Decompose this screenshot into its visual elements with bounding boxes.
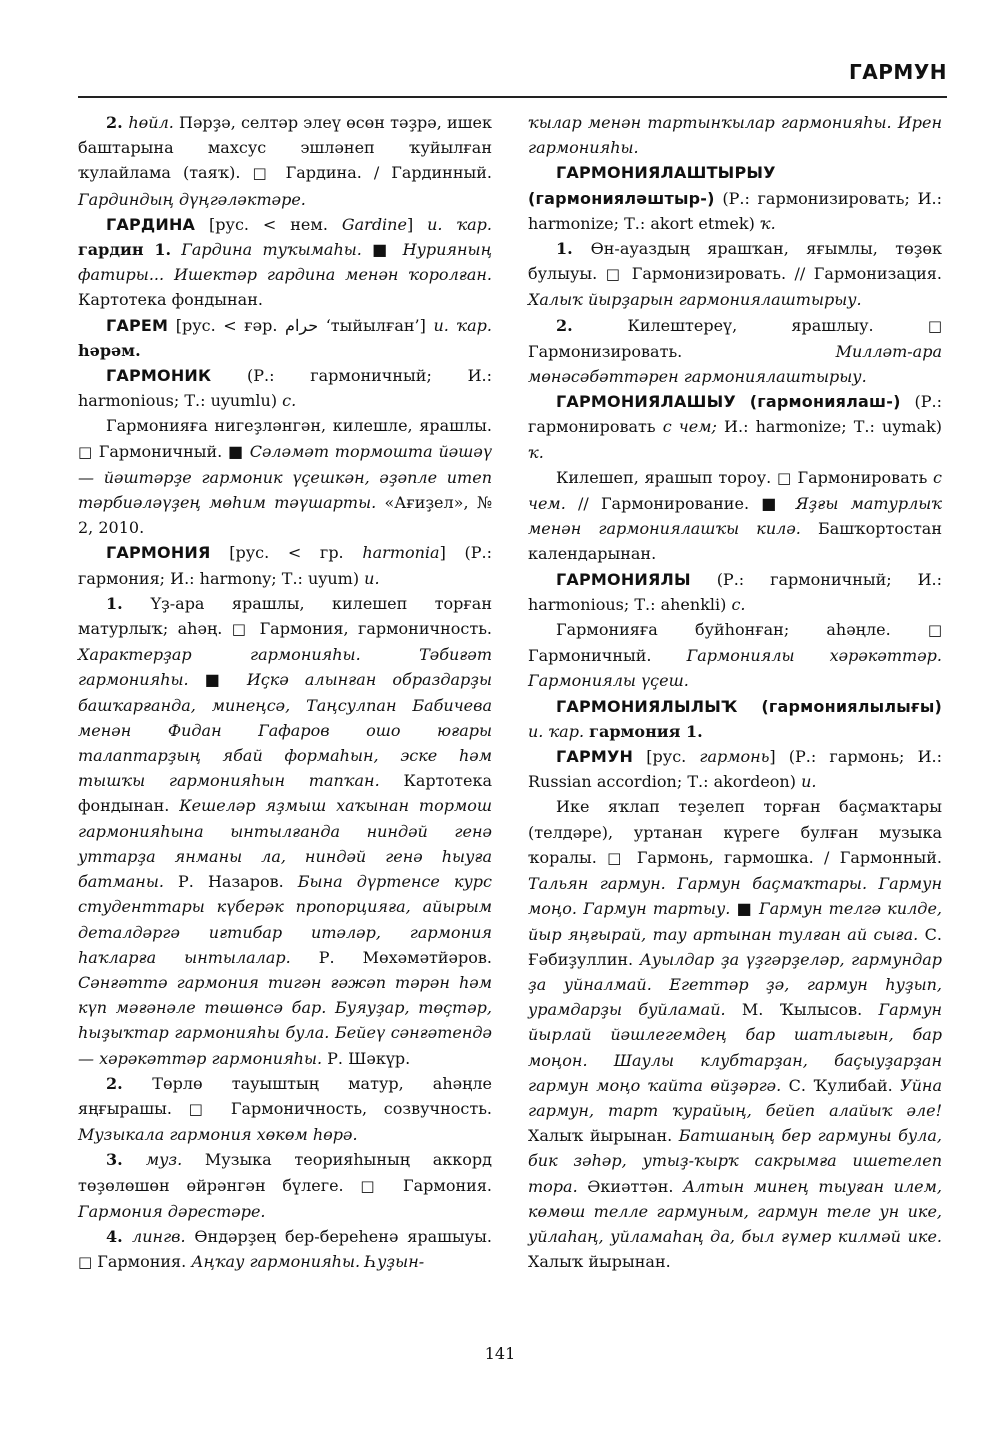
text-run: с чем. xyxy=(528,467,942,514)
headword: ГАРМОНИЯЛЫ xyxy=(556,569,691,589)
text-run: И.: harmonize; Т.: uymak) xyxy=(716,417,943,437)
text-run xyxy=(738,697,762,716)
dictionary-paragraph xyxy=(78,212,492,313)
headword: ГАРЕМ xyxy=(106,315,169,335)
headword: (гармониялаш-) xyxy=(749,392,901,412)
text-run: ҡылар менән тартынҡылар гармонияһы. Ирен гармонияһы. xyxy=(528,113,942,158)
text-run: Гармун телгә килде, йыр яңғырай, тау артынан тулған ай сыға. xyxy=(528,899,942,944)
text-run: Халыҡ йырҙарын гармониялаштырыу. xyxy=(528,290,862,310)
text-run: и. ҡар. xyxy=(427,214,493,234)
text-run: Характерҙар гармонияһы. Тәбиғәт гармонияһы. xyxy=(78,645,492,690)
text-run: ] xyxy=(406,214,428,234)
text-run: Нурияның фатиры... Ишектәр гардина менән ҡоролған. xyxy=(78,240,492,285)
text-run: Өн-ауаздың ярашҡан, яғымлы, төҙөк булыуы. xyxy=(528,239,942,284)
text-run: Гармоничность, созвучность. xyxy=(214,1098,492,1118)
text-run: Гармоничный. xyxy=(528,646,687,666)
text-run: Иҫкә алынған образдарҙы башҡарғанда, минеңсә, Таңсулпан Бабичева менән Фидан Гафаров ошо юғары талаптарҙың ябай формаһын, эске һәм тышҡы гармонияһын тапҡан. xyxy=(78,670,492,791)
text-run: муз. xyxy=(145,1150,183,1170)
text-run: Килешеп, ярашып тороу. xyxy=(556,467,777,487)
text-run: Гармония дәрестәре. xyxy=(78,1201,266,1221)
dictionary-paragraph xyxy=(78,591,492,1071)
text-run: Яҙғы матурлыҡ менән гармониялашҡы килә. xyxy=(528,494,942,539)
text-run: Гармония. xyxy=(92,1252,192,1272)
dictionary-paragraph xyxy=(78,1071,492,1148)
headword: ГАРМОНИЯ xyxy=(106,543,211,563)
text-run: һөйл. xyxy=(128,113,174,132)
dictionary-paragraph xyxy=(78,313,492,363)
text-run: ҡ. xyxy=(759,213,776,233)
text-run: 3. xyxy=(106,1150,146,1170)
text-run: и. ҡар. xyxy=(528,721,585,741)
text-run: (Р.: гармоничный; И.: harmonious; Т.: uyumlu) xyxy=(78,366,492,411)
text-run: с. xyxy=(731,594,746,614)
page-header xyxy=(78,60,947,98)
text-run: Халыҡ йырынан. xyxy=(528,1252,671,1272)
dictionary-paragraph xyxy=(528,313,942,390)
square-marker: □ xyxy=(776,468,792,487)
running-title: ГАРМУН xyxy=(849,60,947,84)
dictionary-paragraph xyxy=(78,1147,492,1224)
text-run: 2. xyxy=(106,113,129,132)
text-run: Төрлө тауыштың матур, аһәңле яңғырашы. xyxy=(78,1073,492,1118)
square-marker: □ xyxy=(360,1176,387,1195)
dictionary-paragraph xyxy=(78,363,492,413)
text-run: «Ағиҙел», № 2, 2010. xyxy=(78,493,492,538)
text-run: Картотека фондынан. xyxy=(78,290,263,310)
dictionary-paragraph xyxy=(528,617,942,694)
text-run: гармония 1. xyxy=(589,721,703,741)
page-number: 141 xyxy=(484,1344,516,1363)
dictionary-paragraph xyxy=(528,694,942,744)
text-run: ҡ. xyxy=(528,442,544,462)
text-run: гармонь xyxy=(699,747,770,767)
dictionary-paragraph xyxy=(78,110,492,212)
text-run: Уйна гармун, тарт ҡурайың, бейеп алайыҡ әле! xyxy=(528,1075,943,1120)
text-run: М. Ҡылысов. xyxy=(725,1000,879,1020)
headword: ГАРМОНИЯЛЫЛЫҠ xyxy=(556,696,738,716)
text-run: Гармониялы хәрәкәттәр. Гармониялы үҫеш. xyxy=(528,646,942,691)
text-run: (Р.: гармоничный; И.: harmonious; Т.: ahenkli) xyxy=(528,569,942,614)
text-run: Р. Мөхәмәтйәров. xyxy=(290,947,492,967)
text-run: С. Ғәбиҙуллин. xyxy=(528,924,942,969)
text-run: (Р.: гармонировать xyxy=(528,392,942,437)
text-run: Халыҡ йырынан. xyxy=(528,1126,679,1146)
dictionary-paragraph xyxy=(528,465,942,567)
text-run: С. Ҡулибай. xyxy=(781,1075,901,1095)
text-run: Гармонировать xyxy=(791,467,934,487)
text-run: лингв. xyxy=(132,1226,186,1246)
text-run: Батшаның бер гармуны була, бик зәһәр, утыҙ-ҡырҡ сакрымға ишетелеп тора. xyxy=(528,1126,942,1196)
text-run: Пәрҙә, селтәр элеү өсөн тәҙрә, ишек баштарына махсус эшләнеп ҡуйылған ҡулайлама (таяҡ). xyxy=(78,113,492,183)
headword: (гармонияләштыр-) xyxy=(528,188,715,208)
dictionary-paragraph xyxy=(528,160,942,236)
text-run: Gardine xyxy=(341,214,407,234)
square-marker: □ xyxy=(252,164,274,183)
text-run: Гармонь, гармошка. / Гармонный. xyxy=(626,847,942,867)
text-run: Р. Назаров. xyxy=(163,872,298,892)
text-run: harmonia xyxy=(362,543,440,563)
text-run: 1. xyxy=(106,593,151,613)
right-column xyxy=(528,110,942,1274)
text-run: Килештереү, ярашлыу. xyxy=(627,315,928,335)
text-run: Алтын минең тыуған илем, көмөш телле гармуным, гармун теле ун ике, уйлаһаң, уйламаһаң да, был ғүмер килмәй ике. xyxy=(528,1176,942,1246)
dictionary-paragraph xyxy=(528,794,942,1274)
text-run: Үҙ-ара ярашлы, килешеп торған матурлыҡ; аһәң. xyxy=(78,593,492,639)
text-run: 2. xyxy=(556,315,628,335)
text-run: Музыкала гармония хөкөм һөрә. xyxy=(78,1125,358,1145)
text-run: Милләт-ара мөнәсәбәттәрен гармониялаштырыу. xyxy=(528,341,942,387)
square-marker: □ xyxy=(231,620,251,639)
text-run: Гармонизировать. xyxy=(528,341,836,361)
text-run: Сәләмәт тормошта йәшәү — йәштәрҙе гармоник үҫешкән, әҙәпле итеп тәрбиәләүҙең мөһим тәүшарты. xyxy=(78,441,492,513)
text-run: 1. xyxy=(556,239,591,259)
text-run: Ике яҡлап теҙелеп торған баҫмаҡтары (телдәре), уртанан күреге булған музыка ҡоралы. xyxy=(528,797,942,867)
text-run: [рус. < нем. xyxy=(195,214,342,234)
square-marker: □ xyxy=(78,442,93,461)
square-marker: □ xyxy=(927,316,943,335)
text-run: гардин 1. xyxy=(78,240,172,260)
text-run xyxy=(171,240,181,259)
square-marker: □ xyxy=(605,265,624,284)
text-run xyxy=(736,392,750,411)
dictionary-paragraph xyxy=(528,236,942,313)
text-run: и. xyxy=(801,772,817,792)
text-run: Бына дүртенсе курс студенттары күберәк пропорцияға, айырым деталдәргә иғтибар итәләр, гармония һаҡларға ынтылалар. xyxy=(78,872,493,967)
text-run: 4. xyxy=(106,1226,133,1246)
text-run: Гармония, гармоничность. xyxy=(250,619,492,639)
text-run: и. ҡар. xyxy=(433,315,493,335)
headword: (гармониялылығы) xyxy=(761,696,942,716)
text-run: Өндәрҙең бер-береһенә ярашыуы. xyxy=(185,1226,492,1246)
text-run: Гармун йырлай йәшлегемдең бар шатлығын, бар моңон. Шаулы клубтарҙан, баҫыуҙарҙан гармун моңо ҡайта өйҙәргә. xyxy=(528,1000,943,1095)
text-run: ] (Р.: гармония; И.: harmony; Т.: uyum) xyxy=(78,543,493,588)
dictionary-paragraph xyxy=(528,567,942,617)
text-run: ■ xyxy=(188,670,247,690)
text-run: ] (Р.: гармонь; И.: Russian accordion; Т.: akordeon) xyxy=(528,747,942,792)
text-run: Картотека фондынан. xyxy=(78,771,493,816)
square-marker: □ xyxy=(607,848,627,867)
headword: ГАРДИНА xyxy=(106,214,196,234)
text-run: Гардина. / Гардинный. xyxy=(273,163,492,183)
headword: ГАРМУН xyxy=(556,747,634,767)
text-run: Аңҡау гармонияһы. Һуҙын- xyxy=(191,1252,425,1272)
headword: ГАРМОНИЯЛАШЫУ xyxy=(556,392,736,412)
dictionary-paragraph xyxy=(78,540,492,590)
text-run: Башҡортостан календарынан. xyxy=(528,519,942,564)
dictionary-paragraph xyxy=(528,744,942,794)
dictionary-paragraph xyxy=(78,413,492,540)
text-run: и. xyxy=(364,568,380,588)
text-run: [рус. < гр. xyxy=(210,543,363,563)
square-marker: □ xyxy=(188,1099,215,1118)
text-run: Гармонияға нигеҙләнгән, килешле, ярашлы. xyxy=(106,416,492,436)
text-run: Гардина туҡымаһы. xyxy=(181,240,362,260)
text-run: Кешеләр яҙмыш хаҡынан тормош гармонияһына ынтылғанда ниндәй генә уттарҙа янманы ла, ниндәй генә һыуға батманы. xyxy=(78,796,492,892)
text-run: с чем; xyxy=(662,417,717,437)
text-run: (Р.: гармонизировать; И.: harmonize; Т.: akort etmek) xyxy=(528,188,942,233)
text-run: һәрәм. xyxy=(78,340,141,360)
headword: ГАРМОНИК xyxy=(106,366,212,386)
text-run: Музыка теорияһының аккорд төҙөлөшөн өйрәнгән бүлеге. xyxy=(78,1150,492,1195)
text-run: Гардиндың дүңгәләктәре. xyxy=(78,189,306,209)
dictionary-paragraph xyxy=(528,389,942,465)
text-run: [рус. xyxy=(633,747,700,767)
text-run: Тальян гармун. Гармун баҫмаҡтары. Гармун моңо. Гармун тартыу. xyxy=(528,874,942,919)
text-run: ■ xyxy=(361,240,403,260)
dictionary-paragraph xyxy=(78,1224,492,1275)
text-run: ■ xyxy=(730,899,760,919)
square-marker: □ xyxy=(78,1253,93,1272)
text-run: Гармонияға буйһонған; аһәңле. xyxy=(556,620,928,640)
text-run: Р. Шәкүр. xyxy=(322,1048,411,1068)
text-run: 2. xyxy=(106,1073,153,1093)
text-run: с. xyxy=(282,391,297,411)
text-run: Ауылдар ҙа үҙгәрҙеләр, гармундар ҙа уйналмай. Егеттәр ҙә, гармун һуҙып, урамдарҙы буйламай. xyxy=(528,949,942,1020)
left-column xyxy=(78,110,492,1275)
headword: ГАРМОНИЯЛАШТЫРЫУ xyxy=(556,163,776,183)
square-marker: □ xyxy=(927,621,942,640)
text-run: // Гармонирование. ■ xyxy=(565,494,796,514)
dictionary-paragraph xyxy=(528,110,942,160)
text-run: Әкиәттән. xyxy=(577,1176,684,1196)
text-run: Гармония. xyxy=(386,1175,492,1195)
text-run: [рус. < ғәр. حرام ‘тыйылған’] xyxy=(168,315,434,335)
text-run: Сәнғәттә гармония тигән ғәжәп тәрән һәм күп мәғәнәле төшөнсә бар. Буяуҙар, төҫтәр, һыҙыҡтар гармонияһы була. Бейеү сәнғәтендә — хәрәкәттәр гармонияһы. xyxy=(78,972,492,1068)
text-run: Гармоничный. ■ xyxy=(92,441,250,461)
text-run: Гармонизировать. // Гармонизация. xyxy=(623,264,942,284)
